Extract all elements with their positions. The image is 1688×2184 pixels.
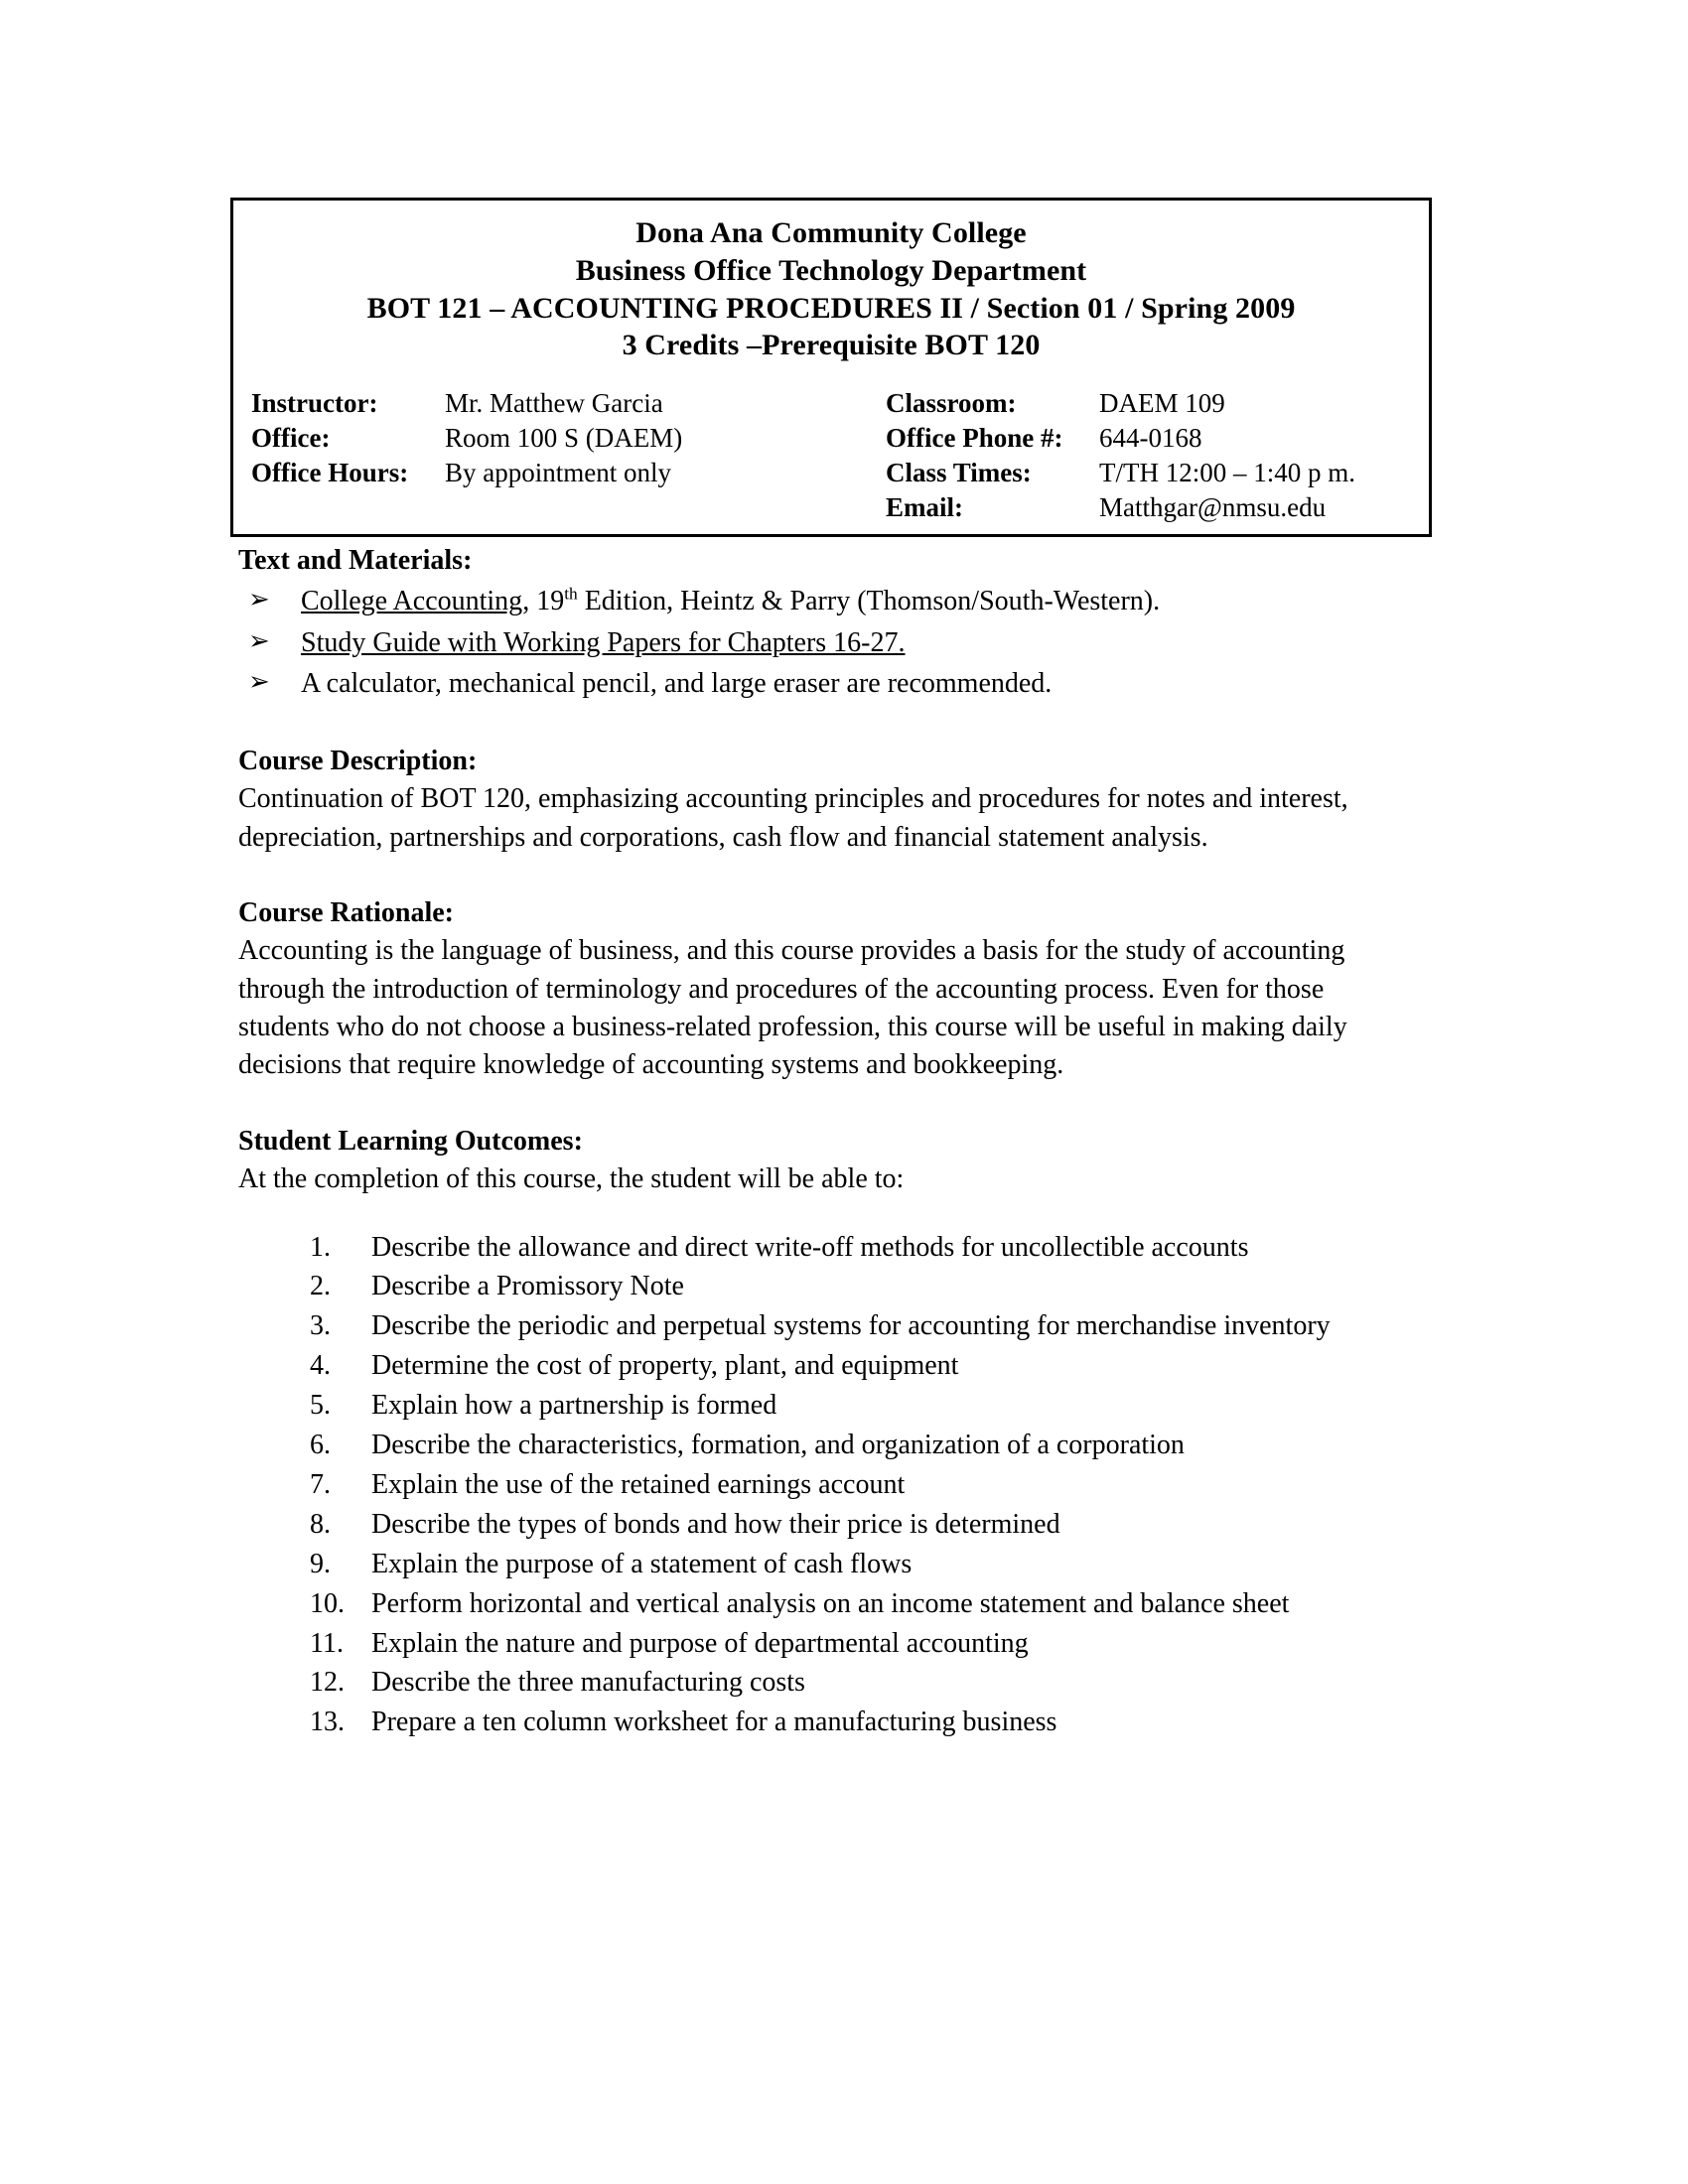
list-item	[310, 1347, 1400, 1386]
list-item	[310, 1585, 1400, 1624]
list-item-label: Explain the nature and purpose of departmental accounting	[371, 1627, 1029, 1659]
email-label: Email:	[886, 492, 963, 523]
list-item-number: 3.	[310, 1310, 331, 1342]
material-title: College Accounting	[301, 586, 523, 617]
spacer-label	[251, 490, 445, 525]
course-header-box	[230, 198, 1432, 537]
office-hours-value: By appointment only	[445, 458, 671, 488]
email-value: Matthgar@nmsu.edu	[1099, 492, 1327, 523]
list-item-label: Describe the types of bonds and how their price is determined	[371, 1508, 1060, 1540]
list-item	[310, 1546, 1400, 1584]
section-heading-student-learning-outcomes: Student Learning Outcomes:	[238, 1125, 583, 1157]
section-heading-course-rationale: Course Rationale:	[238, 897, 454, 928]
arrow-bullet-icon: ➢	[248, 585, 270, 615]
list-item-label: Describe the three manufacturing costs	[371, 1667, 805, 1699]
spacer	[238, 857, 1400, 894]
list-item-number: 9.	[310, 1548, 331, 1579]
list-item-number: 4.	[310, 1350, 331, 1382]
list-item	[310, 1387, 1400, 1426]
credits-prerequisite-line: 3 Credits –Prerequisite BOT 120	[622, 329, 1041, 362]
info-row	[251, 456, 1411, 490]
classroom-value: DAEM 109	[1099, 388, 1225, 419]
list-item-label: Determine the cost of property, plant, and equipment	[371, 1350, 959, 1382]
office-label: Office:	[251, 423, 331, 454]
list-item	[310, 1229, 1400, 1268]
list-item	[310, 1466, 1400, 1505]
department-name: Business Office Technology Department	[575, 253, 1087, 287]
list-item-number: 2.	[310, 1271, 331, 1302]
material-detail-post: Edition, Heintz & Parry (Thomson/South-Western).	[577, 586, 1161, 617]
list-item-label: Describe the allowance and direct write-off methods for uncollectible accounts	[371, 1231, 1249, 1263]
course-info-table	[251, 386, 1411, 525]
list-item	[238, 664, 1400, 703]
list-item-label: Describe the periodic and perpetual systems for accounting for merchandise inventory	[371, 1310, 1331, 1342]
outcomes-intro-text: At the completion of this course, the student will be able to:	[238, 1163, 905, 1195]
list-item-label: Explain the use of the retained earnings account	[371, 1468, 906, 1500]
list-item	[310, 1427, 1400, 1465]
list-item	[310, 1704, 1400, 1742]
list-item-label: Explain the purpose of a statement of cash flows	[371, 1548, 913, 1579]
list-item-number: 5.	[310, 1390, 331, 1422]
list-item-label: Perform horizontal and vertical analysis on an income statement and balance sheet	[371, 1587, 1290, 1619]
college-name: Dona Ana Community College	[635, 216, 1027, 249]
office-phone-value: 644-0168	[1099, 423, 1202, 454]
office-phone-label: Office Phone #:	[886, 423, 1063, 454]
list-item-number: 1.	[310, 1231, 331, 1263]
instructor-label: Instructor:	[251, 388, 378, 419]
section-heading-course-description: Course Description:	[238, 745, 478, 776]
list-item	[310, 1506, 1400, 1545]
class-times-value: T/TH 12:00 – 1:40 p m.	[1099, 458, 1355, 488]
spacer-value	[445, 490, 872, 525]
arrow-bullet-icon: ➢	[248, 625, 270, 656]
instructor-value: Mr. Matthew Garcia	[445, 388, 663, 419]
list-item-label: Describe a Promissory Note	[371, 1271, 684, 1302]
list-item-number: 10.	[310, 1587, 345, 1619]
list-item-label: Explain how a partnership is formed	[371, 1390, 777, 1422]
classroom-label: Classroom:	[886, 388, 1017, 419]
list-item	[238, 623, 1400, 662]
list-item	[238, 582, 1400, 620]
course-header-titles	[251, 214, 1411, 364]
course-description-text: Continuation of BOT 120, emphasizing accounting principles and procedures for notes and interest, depreciation, partnerships and corporations, cash flow and financial statement analysis.	[238, 783, 1348, 853]
materials-list	[238, 582, 1400, 703]
office-value: Room 100 S (DAEM)	[445, 423, 683, 454]
material-detail-pre: A calculator, mechanical pencil, and large eraser are recommended.	[301, 667, 1053, 699]
office-hours-label: Office Hours:	[251, 458, 409, 488]
class-times-label: Class Times:	[886, 458, 1032, 488]
list-item-label: Prepare a ten column worksheet for a manufacturing business	[371, 1706, 1057, 1738]
list-item	[310, 1307, 1400, 1346]
info-row	[251, 421, 1411, 456]
arrow-bullet-icon: ➢	[248, 666, 270, 697]
spacer	[238, 1085, 1400, 1123]
course-title-line: BOT 121 – ACCOUNTING PROCEDURES II / Section 01 / Spring 2009	[366, 291, 1296, 325]
course-rationale-text: Accounting is the language of business, and this course provides a basis for the study of accounting through the introduction of terminology and procedures of the accounting process. Even for those students who do not choose a business-related profession, this course will be useful in making daily decisions that require knowledge of accounting systems and bookkeeping.	[238, 935, 1347, 1081]
list-item-number: 8.	[310, 1508, 331, 1540]
spacer	[238, 705, 1400, 743]
list-item-label: Describe the characteristics, formation, and organization of a corporation	[371, 1430, 1185, 1461]
outcomes-list	[310, 1229, 1400, 1743]
info-row	[251, 490, 1411, 525]
outcomes-list-wrapper	[310, 1229, 1400, 1743]
document-body	[238, 542, 1400, 1743]
material-title: Study Guide with Working Papers for Chapters 16-27.	[301, 626, 906, 658]
info-row	[251, 386, 1411, 421]
material-detail-pre: , 19	[522, 586, 565, 617]
list-item	[310, 1625, 1400, 1664]
list-item-number: 12.	[310, 1667, 345, 1699]
list-item-number: 11.	[310, 1627, 344, 1659]
list-item-number: 13.	[310, 1706, 345, 1738]
list-item-number: 7.	[310, 1468, 331, 1500]
list-item-number: 6.	[310, 1430, 331, 1461]
list-item	[310, 1268, 1400, 1306]
material-ordinal-suffix: th	[564, 585, 578, 605]
list-item	[310, 1664, 1400, 1703]
section-heading-text-and-materials: Text and Materials:	[238, 545, 473, 576]
